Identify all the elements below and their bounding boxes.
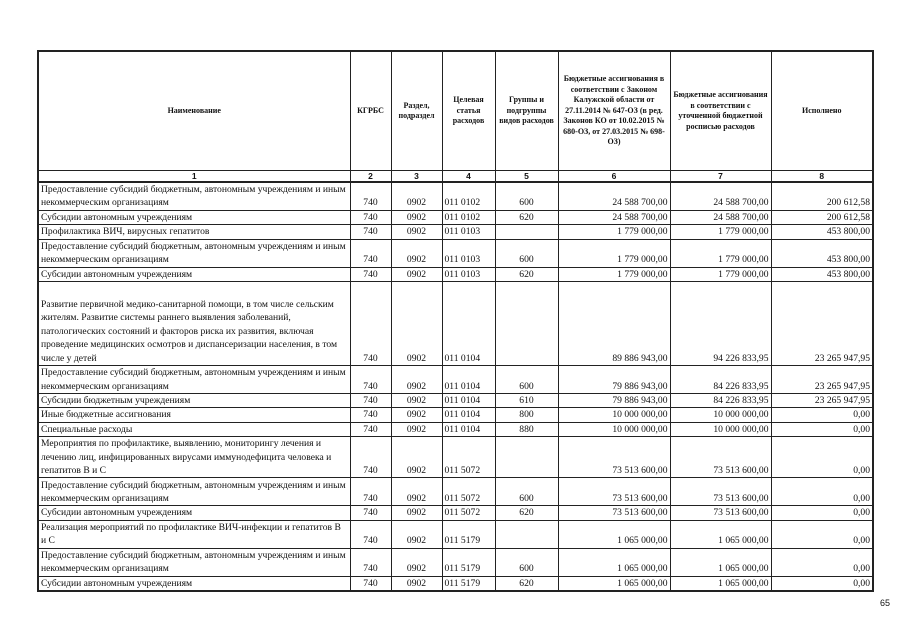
row-target-article: 011 5179 bbox=[442, 520, 495, 548]
row-name: Субсидии бюджетным учреждениям bbox=[38, 394, 350, 408]
row-refined-allocation: 24 588 700,00 bbox=[670, 182, 771, 210]
row-kgrbs: 740 bbox=[350, 210, 391, 224]
row-name: Субсидии автономным учреждениям bbox=[38, 576, 350, 591]
header-razdel: Раздел, подраздел bbox=[391, 51, 442, 171]
row-target-article: 011 0104 bbox=[442, 366, 495, 394]
row-razdel: 0902 bbox=[391, 506, 442, 520]
row-executed: 23 265 947,95 bbox=[771, 282, 873, 366]
row-law-allocation: 24 588 700,00 bbox=[558, 210, 670, 224]
row-target-article: 011 0102 bbox=[442, 210, 495, 224]
row-expense-group bbox=[495, 437, 558, 478]
row-target-article: 011 0102 bbox=[442, 182, 495, 210]
row-refined-allocation: 10 000 000,00 bbox=[670, 408, 771, 422]
row-executed: 23 265 947,95 bbox=[771, 366, 873, 394]
row-law-allocation: 79 886 943,00 bbox=[558, 366, 670, 394]
table-row bbox=[38, 548, 873, 576]
header-name: Наименование bbox=[38, 51, 350, 171]
row-razdel: 0902 bbox=[391, 437, 442, 478]
table-row bbox=[38, 282, 873, 366]
row-name: Предоставление субсидий бюджетным, автономным учреждениям и иным некоммерческим организациям bbox=[38, 478, 350, 506]
row-law-allocation: 10 000 000,00 bbox=[558, 422, 670, 436]
row-law-allocation: 1 065 000,00 bbox=[558, 576, 670, 591]
row-razdel: 0902 bbox=[391, 366, 442, 394]
row-razdel: 0902 bbox=[391, 478, 442, 506]
header-executed: Исполнено bbox=[771, 51, 873, 171]
row-expense-group bbox=[495, 282, 558, 366]
row-refined-allocation: 1 779 000,00 bbox=[670, 239, 771, 267]
row-expense-group: 800 bbox=[495, 408, 558, 422]
column-number: 2 bbox=[350, 171, 391, 183]
row-expense-group: 600 bbox=[495, 366, 558, 394]
row-kgrbs: 740 bbox=[350, 422, 391, 436]
row-name: Субсидии автономным учреждениям bbox=[38, 506, 350, 520]
row-expense-group bbox=[495, 225, 558, 239]
header-row bbox=[38, 51, 873, 171]
row-razdel: 0902 bbox=[391, 576, 442, 591]
row-executed: 0,00 bbox=[771, 408, 873, 422]
row-law-allocation: 1 779 000,00 bbox=[558, 225, 670, 239]
table-row bbox=[38, 366, 873, 394]
row-kgrbs: 740 bbox=[350, 267, 391, 281]
table-row bbox=[38, 267, 873, 281]
row-kgrbs: 740 bbox=[350, 366, 391, 394]
row-executed: 200 612,58 bbox=[771, 210, 873, 224]
row-executed: 453 800,00 bbox=[771, 225, 873, 239]
row-refined-allocation: 73 513 600,00 bbox=[670, 506, 771, 520]
row-name: Субсидии автономным учреждениям bbox=[38, 267, 350, 281]
header-target-article: Целевая статья расходов bbox=[442, 51, 495, 171]
row-name: Профилактика ВИЧ, вирусных гепатитов bbox=[38, 225, 350, 239]
row-name: Реализация мероприятий по профилактике ВИЧ-инфекции и гепатитов В и С bbox=[38, 520, 350, 548]
row-name: Предоставление субсидий бюджетным, автономным учреждениям и иным некоммерческим организациям bbox=[38, 239, 350, 267]
row-executed: 0,00 bbox=[771, 520, 873, 548]
header-kgrbs: КГРБС bbox=[350, 51, 391, 171]
row-refined-allocation: 1 065 000,00 bbox=[670, 520, 771, 548]
row-target-article: 011 0103 bbox=[442, 267, 495, 281]
row-target-article: 011 5072 bbox=[442, 478, 495, 506]
row-razdel: 0902 bbox=[391, 210, 442, 224]
row-refined-allocation: 73 513 600,00 bbox=[670, 478, 771, 506]
row-executed: 0,00 bbox=[771, 548, 873, 576]
row-kgrbs: 740 bbox=[350, 282, 391, 366]
row-target-article: 011 0104 bbox=[442, 408, 495, 422]
table-row bbox=[38, 408, 873, 422]
row-law-allocation: 79 886 943,00 bbox=[558, 394, 670, 408]
row-law-allocation: 1 065 000,00 bbox=[558, 520, 670, 548]
row-expense-group: 620 bbox=[495, 210, 558, 224]
column-number: 7 bbox=[670, 171, 771, 183]
row-razdel: 0902 bbox=[391, 225, 442, 239]
row-name: Мероприятия по профилактике, выявлению, мониторингу лечения и лечению лиц, инфицированных вирусами иммунодефицита человека и гепатитов В и С bbox=[38, 437, 350, 478]
row-refined-allocation: 1 779 000,00 bbox=[670, 225, 771, 239]
row-kgrbs: 740 bbox=[350, 437, 391, 478]
table-row bbox=[38, 394, 873, 408]
row-law-allocation: 73 513 600,00 bbox=[558, 437, 670, 478]
row-executed: 0,00 bbox=[771, 576, 873, 591]
row-target-article: 011 0104 bbox=[442, 282, 495, 366]
row-expense-group: 600 bbox=[495, 478, 558, 506]
header-law-allocations: Бюджетные ассигнования в соответствии с Законом Калужской области от 27.11.2014 № 647-ОЗ (в ред. Законов КО от 10.02.2015 № 680-ОЗ, от 27.03.2015 № 698-ОЗ) bbox=[558, 51, 670, 171]
row-executed: 0,00 bbox=[771, 478, 873, 506]
row-law-allocation: 73 513 600,00 bbox=[558, 506, 670, 520]
header-expense-groups: Группы и подгруппы видов расходов bbox=[495, 51, 558, 171]
row-refined-allocation: 84 226 833,95 bbox=[670, 394, 771, 408]
row-name: Предоставление субсидий бюджетным, автономным учреждениям и иным некоммерческим организациям bbox=[38, 366, 350, 394]
table-row bbox=[38, 437, 873, 478]
row-refined-allocation: 94 226 833,95 bbox=[670, 282, 771, 366]
table-row bbox=[38, 506, 873, 520]
table-row bbox=[38, 182, 873, 210]
row-executed: 23 265 947,95 bbox=[771, 394, 873, 408]
row-kgrbs: 740 bbox=[350, 506, 391, 520]
row-kgrbs: 740 bbox=[350, 239, 391, 267]
row-executed: 453 800,00 bbox=[771, 239, 873, 267]
row-razdel: 0902 bbox=[391, 267, 442, 281]
row-razdel: 0902 bbox=[391, 239, 442, 267]
column-number: 8 bbox=[771, 171, 873, 183]
table-row bbox=[38, 576, 873, 591]
row-razdel: 0902 bbox=[391, 408, 442, 422]
row-target-article: 011 5179 bbox=[442, 548, 495, 576]
row-name: Иные бюджетные ассигнования bbox=[38, 408, 350, 422]
table-row bbox=[38, 422, 873, 436]
budget-table bbox=[37, 50, 874, 592]
row-law-allocation: 1 065 000,00 bbox=[558, 548, 670, 576]
row-kgrbs: 740 bbox=[350, 182, 391, 210]
header-refined-allocations: Бюджетные ассигнования в соответствии с уточненной бюджетной росписью расходов bbox=[670, 51, 771, 171]
row-kgrbs: 740 bbox=[350, 394, 391, 408]
row-name: Специальные расходы bbox=[38, 422, 350, 436]
row-target-article: 011 5179 bbox=[442, 576, 495, 591]
column-number: 6 bbox=[558, 171, 670, 183]
row-expense-group: 620 bbox=[495, 576, 558, 591]
row-name: Развитие первичной медико-санитарной помощи, в том числе сельским жителям. Развитие системы раннего выявления заболеваний, патологических состояний и факторов риска их развития, включая проведение медицинских осмотров и диспансеризации населения, в том числе у детей bbox=[38, 282, 350, 366]
row-target-article: 011 0103 bbox=[442, 239, 495, 267]
column-number: 3 bbox=[391, 171, 442, 183]
row-law-allocation: 73 513 600,00 bbox=[558, 478, 670, 506]
column-number: 5 bbox=[495, 171, 558, 183]
row-razdel: 0902 bbox=[391, 182, 442, 210]
row-expense-group: 600 bbox=[495, 182, 558, 210]
row-kgrbs: 740 bbox=[350, 520, 391, 548]
row-executed: 453 800,00 bbox=[771, 267, 873, 281]
row-razdel: 0902 bbox=[391, 394, 442, 408]
row-kgrbs: 740 bbox=[350, 548, 391, 576]
row-razdel: 0902 bbox=[391, 422, 442, 436]
row-target-article: 011 5072 bbox=[442, 437, 495, 478]
row-expense-group: 620 bbox=[495, 506, 558, 520]
row-target-article: 011 0103 bbox=[442, 225, 495, 239]
row-expense-group bbox=[495, 520, 558, 548]
row-razdel: 0902 bbox=[391, 520, 442, 548]
table-row bbox=[38, 239, 873, 267]
table-row bbox=[38, 520, 873, 548]
row-razdel: 0902 bbox=[391, 282, 442, 366]
column-number: 4 bbox=[442, 171, 495, 183]
row-kgrbs: 740 bbox=[350, 576, 391, 591]
row-law-allocation: 10 000 000,00 bbox=[558, 408, 670, 422]
row-target-article: 011 0104 bbox=[442, 422, 495, 436]
row-kgrbs: 740 bbox=[350, 478, 391, 506]
row-razdel: 0902 bbox=[391, 548, 442, 576]
row-refined-allocation: 1 779 000,00 bbox=[670, 267, 771, 281]
row-refined-allocation: 84 226 833,95 bbox=[670, 366, 771, 394]
row-expense-group: 600 bbox=[495, 239, 558, 267]
row-target-article: 011 0104 bbox=[442, 394, 495, 408]
row-law-allocation: 89 886 943,00 bbox=[558, 282, 670, 366]
page-number: 65 bbox=[880, 598, 891, 608]
row-name: Предоставление субсидий бюджетным, автономным учреждениям и иным некоммерческим организациям bbox=[38, 548, 350, 576]
row-name: Предоставление субсидий бюджетным, автономным учреждениям и иным некоммерческим организациям bbox=[38, 182, 350, 210]
row-executed: 0,00 bbox=[771, 437, 873, 478]
row-executed: 0,00 bbox=[771, 506, 873, 520]
row-law-allocation: 1 779 000,00 bbox=[558, 239, 670, 267]
row-kgrbs: 740 bbox=[350, 408, 391, 422]
row-refined-allocation: 10 000 000,00 bbox=[670, 422, 771, 436]
row-refined-allocation: 1 065 000,00 bbox=[670, 576, 771, 591]
row-expense-group: 610 bbox=[495, 394, 558, 408]
table-row bbox=[38, 210, 873, 224]
column-number-row bbox=[38, 171, 873, 183]
row-expense-group: 600 bbox=[495, 548, 558, 576]
row-refined-allocation: 24 588 700,00 bbox=[670, 210, 771, 224]
row-refined-allocation: 1 065 000,00 bbox=[670, 548, 771, 576]
row-target-article: 011 5072 bbox=[442, 506, 495, 520]
row-expense-group: 880 bbox=[495, 422, 558, 436]
table-row bbox=[38, 225, 873, 239]
row-law-allocation: 1 779 000,00 bbox=[558, 267, 670, 281]
row-refined-allocation: 73 513 600,00 bbox=[670, 437, 771, 478]
column-number: 1 bbox=[38, 171, 350, 183]
row-law-allocation: 24 588 700,00 bbox=[558, 182, 670, 210]
row-name: Субсидии автономным учреждениям bbox=[38, 210, 350, 224]
row-executed: 0,00 bbox=[771, 422, 873, 436]
row-expense-group: 620 bbox=[495, 267, 558, 281]
row-executed: 200 612,58 bbox=[771, 182, 873, 210]
table-row bbox=[38, 478, 873, 506]
row-kgrbs: 740 bbox=[350, 225, 391, 239]
